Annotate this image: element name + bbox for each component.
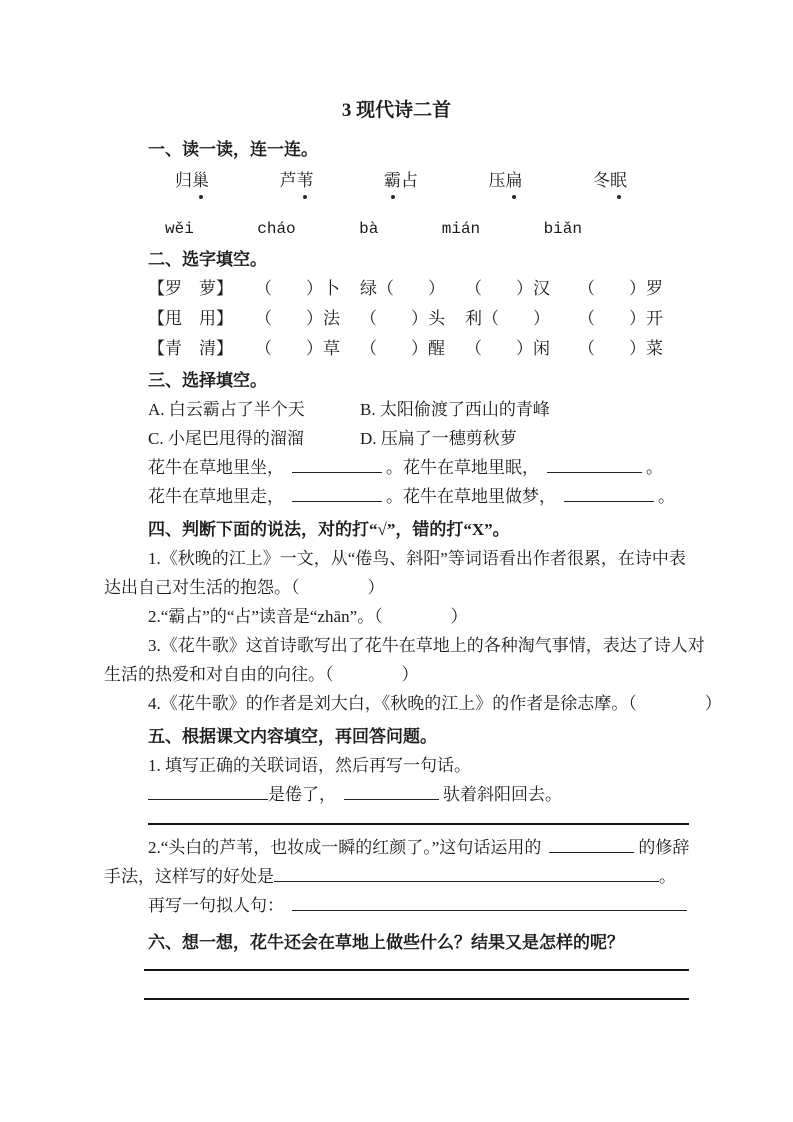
answer-blank	[292, 894, 687, 911]
sentence-text: 2.“头白的芦苇，也妆成一瞬的红颜了。”这句话运用的	[148, 838, 542, 857]
match-word	[384, 166, 418, 195]
word-char: 占	[401, 171, 418, 190]
option-a: A. 白云霸占了半个天	[148, 400, 305, 419]
answer-blank	[292, 485, 382, 502]
section-4-heading: 四、判断下面的说法，对的打“√”，错的打“X”。	[148, 520, 510, 539]
answer-blank	[547, 456, 642, 473]
section-1-heading: 一、读一读，连一连。	[148, 140, 318, 159]
word-char-dotted: 眠	[610, 166, 627, 195]
word-char: 冬	[593, 171, 610, 190]
choose-char-row	[148, 304, 689, 334]
char-pair-label: 【甩 用】	[148, 309, 233, 328]
word-char: 压	[488, 171, 506, 190]
fill-item: （ ）头	[360, 309, 445, 328]
sentence-text: 驮着斜阳回去。	[443, 785, 562, 804]
judge-item-line: 1.《秋晚的江上》一文，从“倦鸟、斜阳”等词语看出作者很累，在诗中表	[148, 549, 686, 568]
pinyin-item: mián	[441, 220, 481, 238]
sentence-text: 。花牛在草地里眠，	[386, 458, 539, 477]
sentence-text: 再写一句拟人句：	[148, 896, 284, 915]
judge-item-line: 达出自己对生活的抱怨。（ ）	[104, 578, 385, 597]
sentence-text: 手法，这样写的好处是	[104, 867, 274, 886]
option-b: B. 太阳偷渡了西山的青峰	[360, 400, 550, 419]
fill-item: （ ）闲	[465, 339, 550, 358]
word-char-dotted: 扁	[506, 166, 523, 195]
fill-sentence	[104, 482, 689, 511]
fill-sentence	[104, 453, 689, 482]
answer-blank	[148, 783, 268, 800]
question-2-line-2	[104, 862, 689, 891]
pinyin-item: biǎn	[543, 220, 582, 238]
section-2-heading: 二、选字填空。	[148, 250, 267, 269]
judge-item-line: 3.《花牛歌》这首诗歌写出了花牛在草地上的各种淘气事情，表达了诗人对	[148, 636, 705, 655]
answer-blank	[274, 865, 659, 882]
match-word	[175, 166, 209, 195]
match-word	[593, 166, 627, 195]
answer-line	[148, 809, 689, 825]
fill-item: （ ）罗	[578, 279, 663, 298]
word-char: 芦	[279, 171, 297, 190]
question-2-line-1	[104, 833, 689, 862]
judge-item-line: 4.《花牛歌》的作者是刘大白，《秋晚的江上》的作者是徐志摩。（ ）	[148, 694, 722, 713]
sentence-text: 。	[658, 487, 675, 506]
options-grid	[148, 395, 689, 453]
section-3-heading: 三、选择填空。	[148, 371, 267, 390]
answer-blank	[564, 485, 654, 502]
answer-line	[144, 957, 689, 971]
fill-item: （ ）开	[578, 309, 663, 328]
sentence-text: 是倦了，	[268, 785, 336, 804]
char-pair-label: 【罗 萝】	[148, 279, 233, 298]
option-c: C. 小尾巴甩得的溜溜	[148, 429, 304, 448]
answer-blank	[292, 456, 382, 473]
answer-blank	[549, 836, 634, 853]
page-title: 3 现代诗二首	[341, 100, 452, 121]
sentence-text: 的修辞	[638, 838, 690, 857]
choose-char-row	[148, 274, 689, 304]
fill-item: （ ）法	[255, 309, 340, 328]
fill-item: （ ）醒	[360, 339, 445, 358]
section-5-heading: 五、根据课文内容填空，再回答问题。	[148, 727, 437, 746]
sentence-text: 花牛在草地里走，	[148, 487, 284, 506]
match-words-row	[175, 166, 627, 195]
sentence-text: 。	[659, 867, 676, 886]
match-word	[489, 166, 523, 195]
choose-char-row	[148, 334, 689, 364]
sentence-text: 花牛在草地里坐，	[148, 458, 284, 477]
judge-item-line: 2.“霸占”的“占”读音是“zhān”。（ ）	[148, 607, 468, 626]
fill-item: （ ）草	[255, 339, 340, 358]
fill-item: 绿（ ）	[360, 279, 445, 298]
pinyin-item: cháo	[257, 220, 296, 238]
sentence-text: 。花牛在草地里做梦，	[386, 487, 556, 506]
answer-blank	[344, 783, 439, 800]
char-pair-label: 【青 清】	[148, 339, 233, 358]
fill-item: （ ）汉	[465, 279, 550, 298]
pinyin-row	[165, 217, 582, 241]
fill-sentence	[104, 780, 689, 809]
answer-line	[144, 971, 689, 1000]
word-char-dotted: 霸	[384, 166, 401, 195]
question-1: 1. 填写正确的关联词语，然后再写一句话。	[148, 756, 471, 775]
section-6-heading: 六、想一想，花牛还会在草地上做些什么？结果又是怎样的呢？	[148, 933, 624, 952]
match-word	[280, 166, 314, 195]
word-char: 归	[175, 171, 192, 190]
option-d: D. 压扁了一穗剪秋萝	[360, 429, 517, 448]
fill-item: 利（ ）	[465, 309, 550, 328]
fill-item: （ ）菜	[578, 339, 663, 358]
sentence-text: 。	[646, 458, 663, 477]
pinyin-item: bà	[359, 220, 379, 238]
judge-item-line: 生活的热爱和对自由的向往。（ ）	[104, 665, 419, 684]
word-char-dotted: 巢	[192, 166, 209, 195]
word-char-dotted: 苇	[297, 166, 314, 195]
question-3	[104, 891, 689, 920]
fill-item: （ ）卜	[255, 279, 340, 298]
pinyin-item: wěi	[165, 220, 194, 238]
